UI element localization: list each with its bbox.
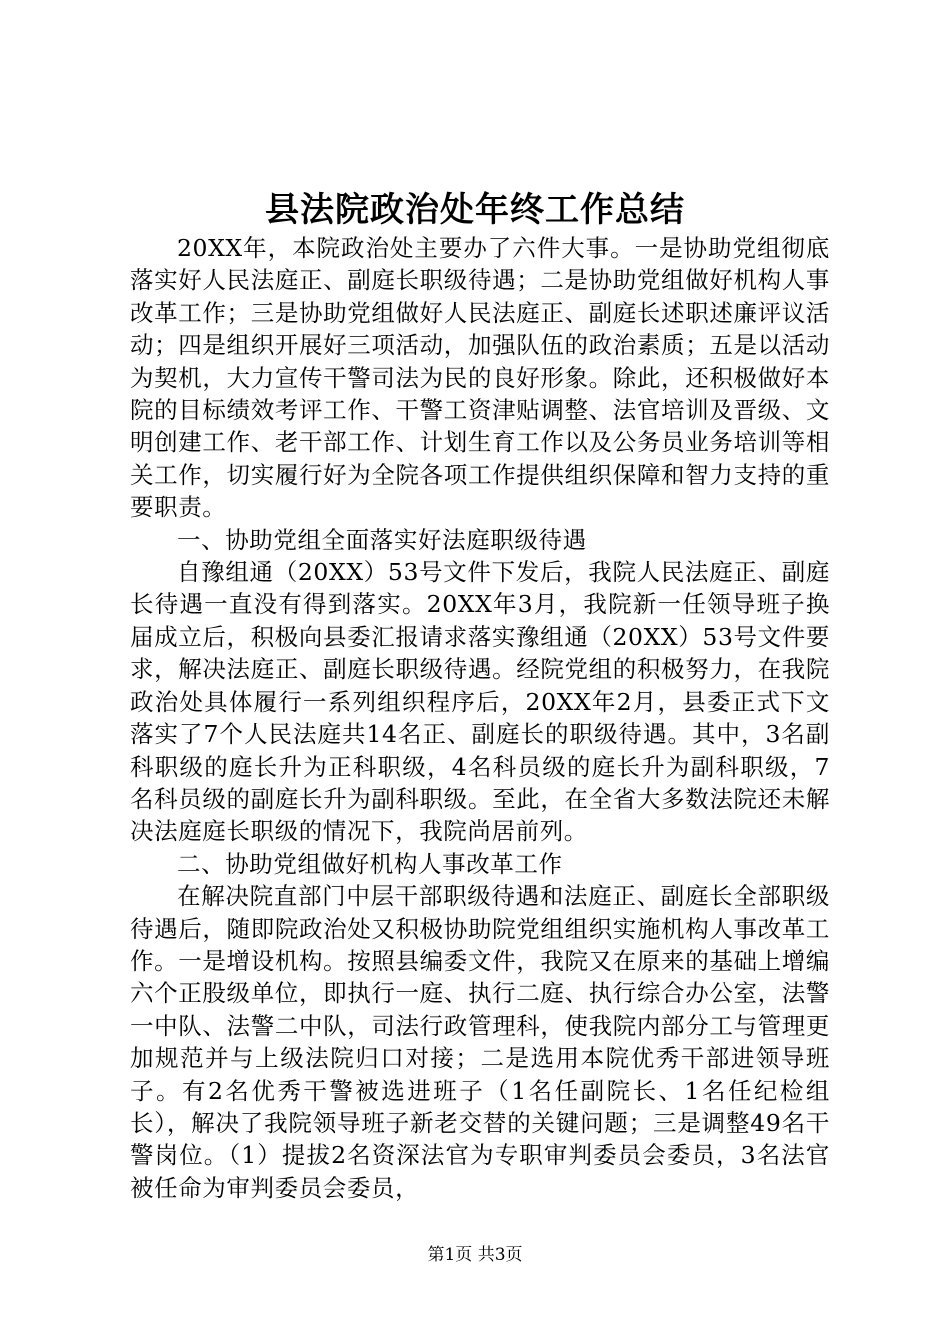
paragraph-section-2: 在解决院直部门中层干部职级待遇和法庭正、副庭长全部职级待遇后，随即院政治处又积极协助院党组组织实施机构人事改革工作。一是增设机构。按照县编委文件，我院又在原来的基础上增编六个正股级单位，即执行一庭、执行二庭、执行综合办公室，法警一中队、法警二中队，司法行政管理科，使我院内部分工与管理更加规范并与上级法院归口对接；二是选用本院优秀干部进领导班子。有2名优秀干警被选进班子（1名任副院长、1名任纪检组长），解决了我院领导班子新老交替的关键问题；三是调整49名干警岗位。（1）提拔2名资深法官为专职审判委员会委员，3名法官被任命为审判委员会委员， [130, 882, 830, 1202]
document-body [130, 232, 830, 1204]
paragraph-intro: 20XX年，本院政治处主要办了六件大事。一是协助党组彻底落实好人民法庭正、副庭长职级待遇；二是协助党组做好机构人事改革工作；三是协助党组做好人民法庭正、副庭长述职述廉评议活动；四是组织开展好三项活动，加强队伍的政治素质；五是以活动为契机，大力宣传干警司法为民的良好形象。除此，还积极做好本院的目标绩效考评工作、干警工资津贴调整、法官培训及晋级、文明创建工作、老干部工作、计划生育工作以及公务员业务培训等相关工作，切实履行好为全院各项工作提供组织保障和智力支持的重要职责。 [130, 234, 830, 522]
page-number-footer: 第1页 共3页 [427, 1245, 523, 1265]
document-title: 县法院政治处年终工作总结 [265, 190, 685, 230]
section-heading-1: 一、协助党组全面落实好法庭职级待遇 [177, 525, 587, 554]
paragraph-section-1: 自豫组通（20XX）53号文件下发后，我院人民法庭正、副庭长待遇一直没有得到落实。20XX年3月，我院新一任领导班子换届成立后，积极向县委汇报请求落实豫组通（20XX）53号文件要求，解决法庭正、副庭长职级待遇。经院党组的积极努力，在我院政治处具体履行一系列组织程序后，20XX年2月，县委正式下文落实了7个人民法庭共14名正、副庭长的职级待遇。其中，3名副科职级的庭长升为正科职级，4名科员级的庭长升为副科职级，7名科员级的副庭长升为副科职级。至此，在全省大多数法院还未解决法庭庭长职级的情况下，我院尚居前列。 [130, 558, 830, 846]
section-heading-2: 二、协助党组做好机构人事改革工作 [177, 849, 563, 878]
